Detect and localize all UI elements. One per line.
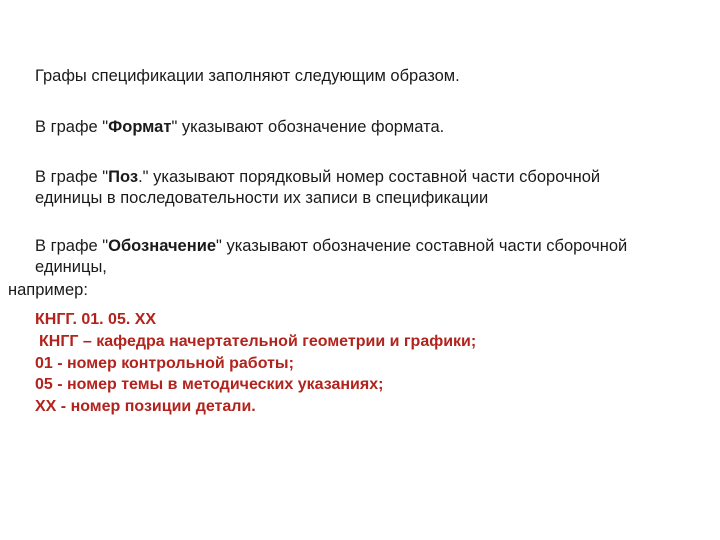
format-after: " указывают обозначение формата. [171, 118, 445, 136]
example-code-rest: 01. 05. ХХ [76, 311, 157, 328]
example-code-bold: КНГГ. [35, 311, 77, 328]
poz-before: В графе " [35, 168, 109, 186]
poz-after: ." указывают порядковый номер составной части сборочной [138, 168, 601, 186]
poz-term: Поз [108, 168, 139, 186]
designation-term: Обозначение [108, 237, 217, 255]
poz-line-2: единицы в последовательности их записи в спецификации [35, 189, 489, 207]
designation-line-1 [35, 236, 627, 257]
intro-paragraph [35, 66, 460, 87]
intro-text: Графы спецификации заполняют следующим образом. [35, 67, 460, 85]
example-line-01: 01 - номер контрольной работы; [35, 354, 294, 372]
example-intro [8, 280, 88, 301]
format-term: Формат [108, 118, 172, 136]
example-line-xx: ХХ - номер позиции детали. [35, 397, 256, 415]
example-explanation [35, 331, 476, 417]
format-paragraph [35, 117, 444, 138]
designation-after: " указывают обозначение составной части сборочной [216, 237, 628, 255]
example-intro-text: например: [8, 281, 88, 299]
example-code [35, 309, 156, 330]
designation-line-2: единицы, [35, 258, 107, 276]
format-before: В графе " [35, 118, 109, 136]
poz-line-1 [35, 167, 600, 188]
example-line-kngg: КНГГ – кафедра начертательной геометрии и графики; [39, 333, 477, 350]
poz-paragraph [35, 167, 600, 209]
example-line-05: 05 - номер темы в методических указаниях; [35, 376, 384, 393]
designation-before: В графе " [35, 237, 109, 255]
designation-paragraph [35, 236, 627, 278]
